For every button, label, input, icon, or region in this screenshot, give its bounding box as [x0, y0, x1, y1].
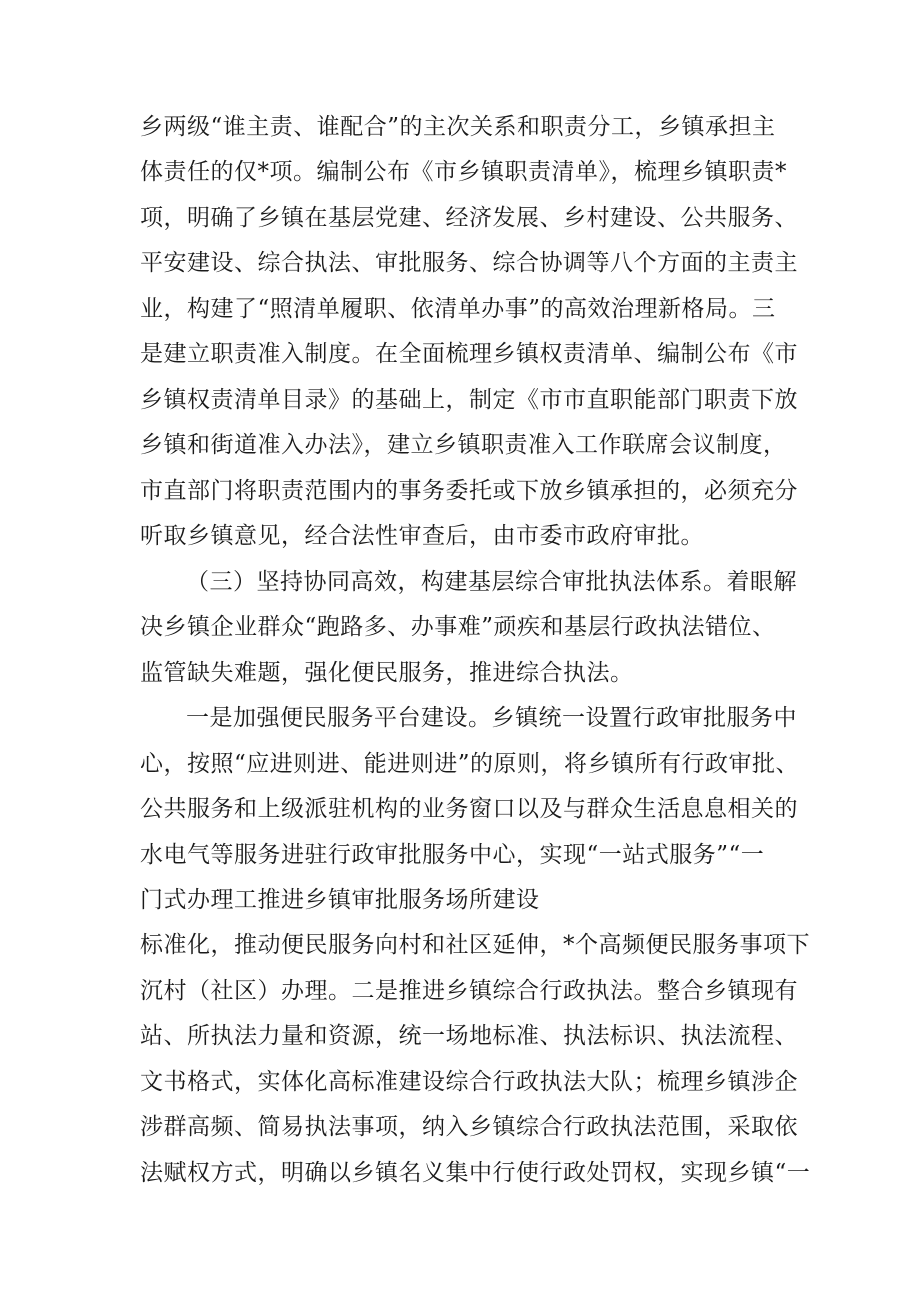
text-line: 听取乡镇意见，经合法性审查后，由市委市政府审批。	[140, 523, 704, 549]
text-line: 是建立职责准入制度。在全面梳理乡镇权责清单、编制公布《市	[140, 341, 798, 367]
section-heading-line: （三）坚持协同高效，构建基层综合审批执法体系。着眼解	[186, 569, 797, 595]
text-line: 平安建设、综合执法、审批服务、综合协调等八个方面的主责主	[140, 250, 798, 276]
text-line: 体责任的仅*项。编制公布《市乡镇职责清单》，梳理乡镇职责*	[140, 159, 787, 185]
text-line: 公共服务和上级派驻机构的业务窗口以及与群众生活息息相关的	[140, 796, 798, 822]
text-line: 沉村（社区）办理。二是推进乡镇综合行政执法。整合乡镇现有	[140, 978, 798, 1004]
text-line: 涉群高频、简易执法事项，纳入乡镇综合行政执法范围，采取依	[140, 1114, 798, 1140]
text-line: 乡镇和街道准入办法》，建立乡镇职责准入工作联席会议制度，	[140, 432, 787, 458]
text-line: 站、所执法力量和资源，统一场地标准、执法标识、执法流程、	[140, 1023, 798, 1049]
text-line: 乡镇权责清单目录》的基础上，制定《市市直职能部门职责下放	[140, 387, 798, 413]
text-line: 法赋权方式，明确以乡镇名义集中行使行政处罚权，实现乡镇“一	[140, 1160, 811, 1186]
text-line: 业，构建了“照清单履职、依清单办事”的高效治理新格局。三	[140, 296, 776, 322]
text-line: 监管缺失难题，强化便民服务，推进综合执法。	[140, 660, 634, 686]
text-line: 水电气等服务进驻行政审批服务中心，实现“一站式服务”“一	[140, 842, 765, 868]
text-line: 标准化，推动便民服务向村和社区延伸，*个高频便民服务事项下	[140, 932, 810, 958]
text-line: 文书格式，实体化高标准建设综合行政执法大队；梳理乡镇涉企	[140, 1069, 798, 1095]
text-line: 决乡镇企业群众“跑路多、办事难”顽疾和基层行政执法错位、	[140, 614, 776, 640]
text-line: 项，明确了乡镇在基层党建、经济发展、乡村建设、公共服务、	[140, 205, 798, 231]
text-line: 市直部门将职责范围内的事务委托或下放乡镇承担的，必须充分	[140, 478, 798, 504]
text-line: 心，按照“应进则进、能进则进”的原则，将乡镇所有行政审批、	[140, 751, 800, 777]
text-line: 门式办理工推进乡镇审批服务场所建设	[140, 887, 540, 913]
text-line: 乡两级“谁主责、谁配合”的主次关系和职责分工，乡镇承担主	[140, 114, 776, 140]
paragraph-start-line: 一是加强便民服务平台建设。乡镇统一设置行政审批服务中	[186, 705, 797, 731]
